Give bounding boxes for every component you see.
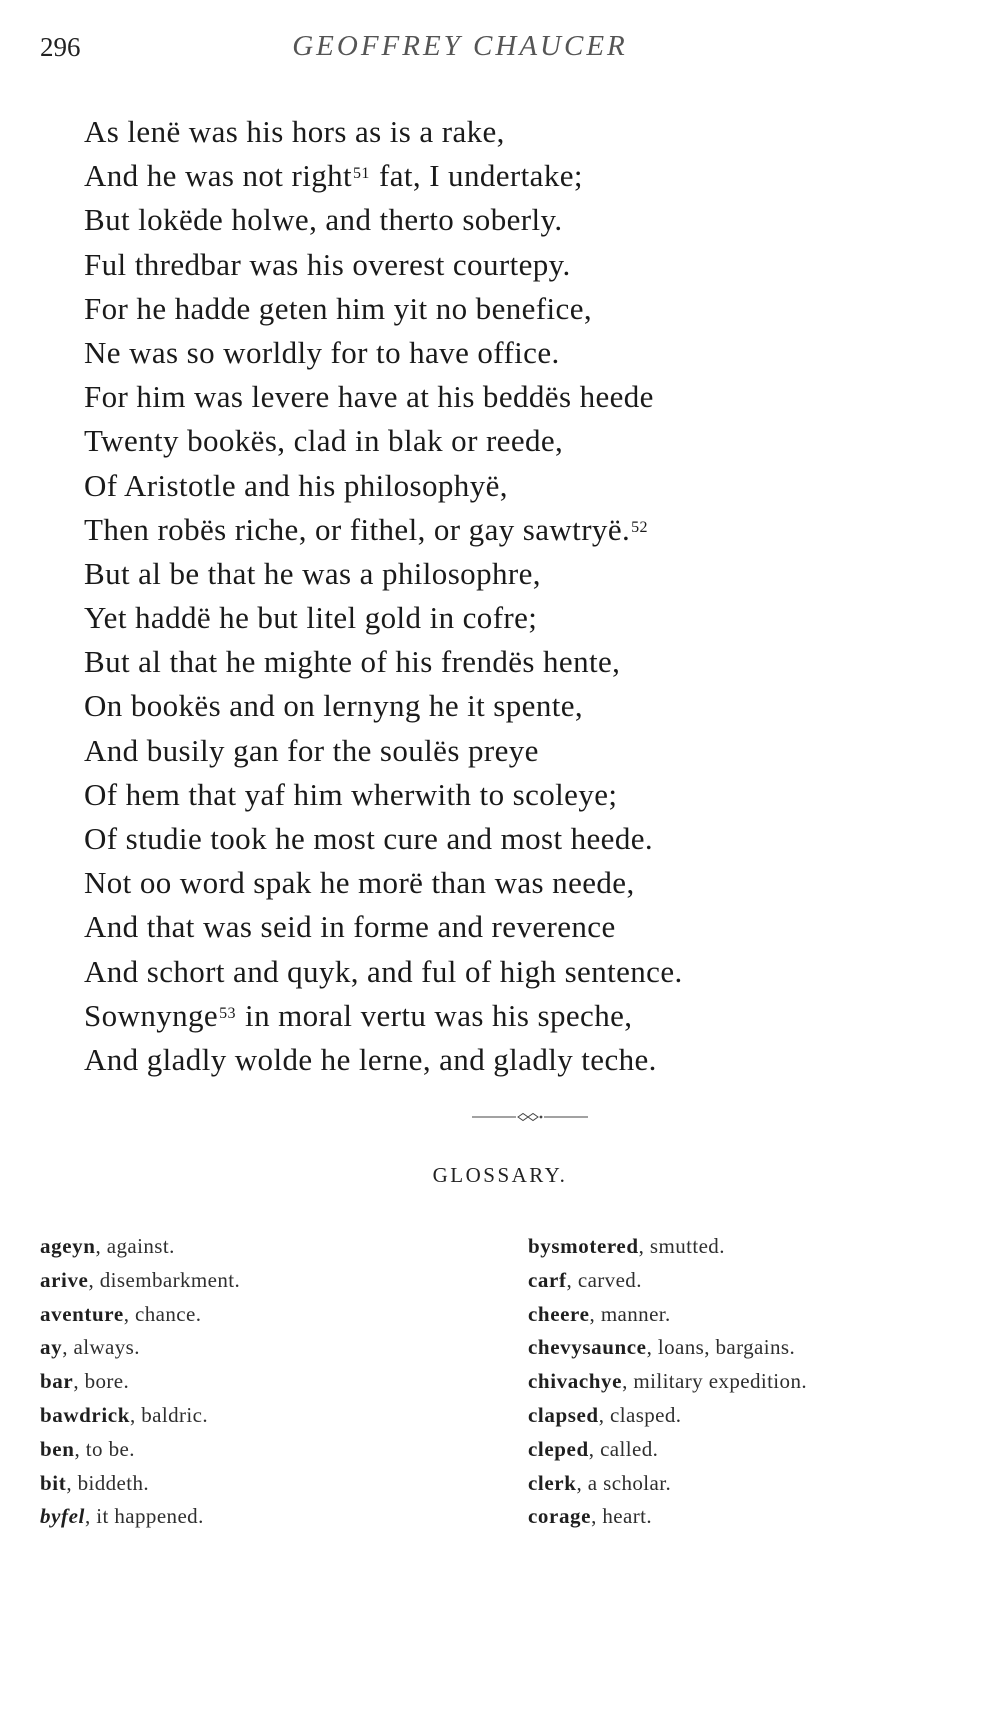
verse-line: Of studie took he most cure and most heede. xyxy=(84,821,654,856)
glossary-term: aventure xyxy=(40,1301,124,1326)
verse-line: Of Aristotle and his philosophyë, xyxy=(84,467,508,503)
glossary-definition: , baldric. xyxy=(129,1402,209,1427)
glossary-definition: , to be. xyxy=(74,1436,135,1461)
glossary-entry xyxy=(528,1500,807,1534)
glossary-definition: , loans, bargains. xyxy=(646,1335,796,1360)
glossary-title: GLOSSARY. xyxy=(432,1163,568,1187)
footnote-marker: 52 xyxy=(631,518,648,536)
glossary-entry xyxy=(528,1399,807,1433)
verse-line: And schort and quyk, and ful of high sentence. xyxy=(84,953,683,989)
glossary-entry xyxy=(40,1230,240,1264)
verse-line: But al that he mighte of his frendës hente, xyxy=(84,644,621,680)
glossary-term: cleped xyxy=(528,1436,589,1461)
running-head: GEOFFREY CHAUCER xyxy=(292,30,628,62)
glossary-column-right xyxy=(528,1230,807,1534)
glossary-term: corage xyxy=(528,1504,592,1529)
glossary-term: bawdrick xyxy=(40,1402,130,1427)
page-number: 296 xyxy=(40,32,81,62)
glossary-term: clerk xyxy=(528,1470,577,1495)
glossary-definition: , smutted. xyxy=(638,1234,725,1258)
glossary-term: arive xyxy=(40,1267,89,1292)
glossary-entry xyxy=(40,1365,240,1399)
glossary-entry xyxy=(40,1264,240,1298)
glossary-definition: , always. xyxy=(62,1335,140,1360)
glossary-term: bar xyxy=(40,1369,74,1394)
glossary-term: bysmotered xyxy=(528,1234,639,1258)
verse-line: Yet haddë he but litel gold in cofre; xyxy=(84,600,538,636)
verse-line: Of hem that yaf him wherwith to scoleye; xyxy=(84,776,618,812)
verse-line: And gladly wolde he lerne, and gladly teche. xyxy=(84,1041,657,1077)
glossary-entry xyxy=(528,1331,807,1365)
glossary-term: chivachye xyxy=(528,1369,623,1394)
glossary-term: carf xyxy=(528,1267,567,1292)
glossary-term: clapsed xyxy=(528,1402,599,1427)
glossary-definition: , a scholar. xyxy=(576,1470,672,1495)
verse-line: But lokëde holwe, and therto soberly. xyxy=(84,202,563,238)
glossary-entry xyxy=(528,1230,807,1264)
glossary-definition: , against. xyxy=(95,1234,175,1258)
glossary-entry xyxy=(40,1298,240,1332)
glossary-entry xyxy=(528,1433,807,1467)
glossary-term: byfel xyxy=(40,1504,85,1529)
verse-line: And that was seid in forme and reverence xyxy=(84,909,616,945)
glossary-definition: , chance. xyxy=(123,1301,202,1326)
glossary-entry xyxy=(40,1500,240,1534)
verse-line: And he was not right$^{51}$ fat, I undertake; xyxy=(84,158,583,194)
glossary-definition: , called. xyxy=(588,1436,659,1461)
verse-line: And busily gan for the soulës preye xyxy=(84,732,539,768)
footnote-marker: 53 xyxy=(219,1004,236,1022)
verse-line: Not oo word spak he morë than was neede, xyxy=(84,865,635,901)
glossary-entry xyxy=(528,1298,807,1332)
glossary-entry xyxy=(40,1331,240,1365)
glossary-entry xyxy=(40,1433,240,1467)
verse-line: As lenë was his hors as is a rake, xyxy=(84,114,505,149)
glossary-entry xyxy=(528,1365,807,1399)
verse-line: Sownynge$^{53}$ in moral vertu was his speche, xyxy=(84,997,633,1033)
glossary-entry xyxy=(40,1467,240,1501)
glossary-term: ageyn xyxy=(40,1234,96,1258)
glossary-definition: , biddeth. xyxy=(66,1470,150,1495)
verse-line: Twenty bookës, clad in blak or reede, xyxy=(84,423,564,459)
verse-line: Ne was so worldly for to have office. xyxy=(84,334,560,370)
verse-line: Then robës riche, or fithel, or gay sawtryë.$^{52}$ xyxy=(84,511,648,547)
glossary-entry xyxy=(528,1264,807,1298)
page-header xyxy=(40,28,960,68)
glossary-term: cheere xyxy=(528,1301,590,1326)
glossary-definition: , it happened. xyxy=(84,1504,204,1529)
verse-line: For him was levere have at his beddës heede xyxy=(84,379,654,415)
glossary-term: bit xyxy=(40,1470,67,1495)
glossary-definition: , manner. xyxy=(589,1301,671,1326)
glossary-column-left xyxy=(40,1230,240,1534)
verse-line: Ful thredbar was his overest courtepy. xyxy=(84,246,571,282)
glossary-definition: , bore. xyxy=(73,1369,130,1394)
verse-line: On bookës and on lernyng he it spente, xyxy=(84,688,584,724)
glossary-term: chevysaunce xyxy=(528,1335,647,1360)
glossary-entry xyxy=(40,1399,240,1433)
glossary-definition: , heart. xyxy=(591,1504,652,1529)
glossary-entry xyxy=(528,1467,807,1501)
verse-line: But al be that he was a philosophre, xyxy=(84,555,541,591)
verse-line: For he hadde geten him yit no benefice, xyxy=(84,290,592,326)
glossary-term: ben xyxy=(40,1436,75,1461)
glossary-definition: , carved. xyxy=(566,1267,642,1292)
poem xyxy=(84,110,944,1082)
footnote-marker: 51 xyxy=(353,165,370,183)
section-divider-ornament xyxy=(470,1110,590,1124)
glossary-term: ay xyxy=(40,1335,63,1360)
glossary-definition: , clasped. xyxy=(598,1402,682,1427)
glossary-definition: , military expedition. xyxy=(622,1369,807,1394)
glossary-definition: , disembarkment. xyxy=(88,1267,241,1292)
